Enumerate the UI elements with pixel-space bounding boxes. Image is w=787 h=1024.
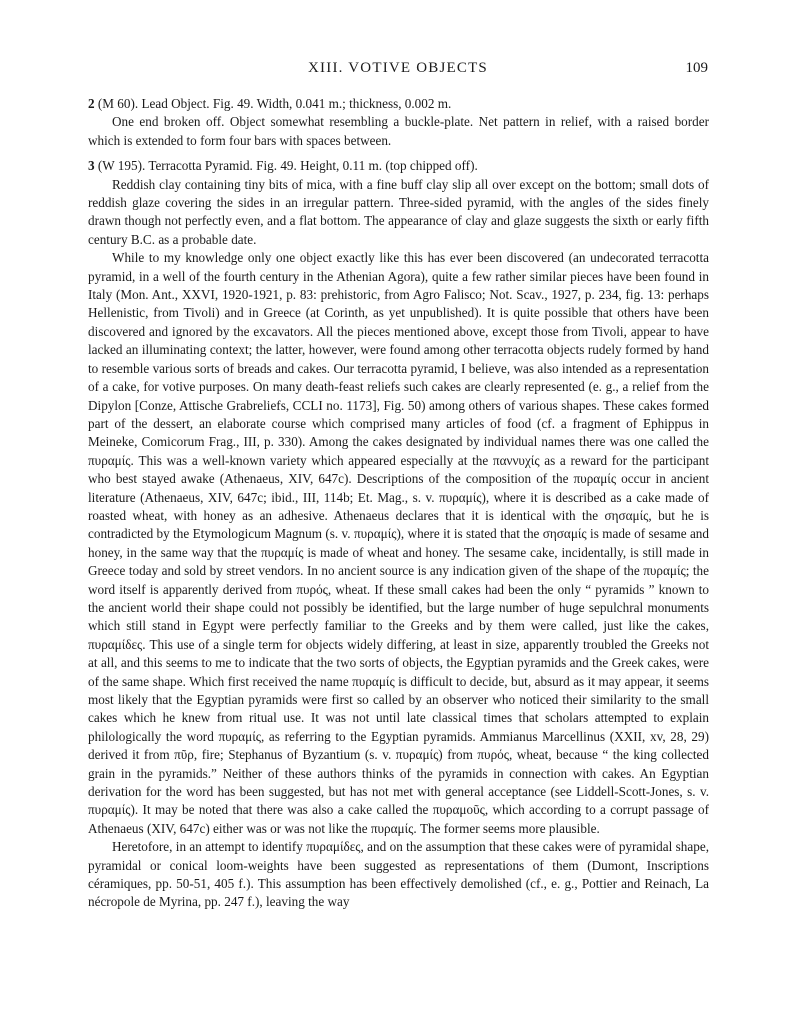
entry-number: 2	[88, 96, 95, 111]
catalog-entry-2-description: One end broken off. Object somewhat resembling a buckle-plate. Net pattern in relief, with a raised border which is extended to form four bars with spaces between.	[88, 114, 709, 148]
catalog-entry-3-description: Reddish clay containing tiny bits of mica, with a fine buff clay slip all over except on the bottom; small dots of reddish glaze covering the sides in an irregular pattern. Three-sided pyramid, with the angles of the sides finely drawn though not perfectly even, and a flat bottom. The appearance of clay and glaze suggests the sixth or early fifth century B.C. as a probable date.	[88, 176, 709, 247]
body-paragraph: While to my knowledge only one object exactly like this has ever been discovered (an undecorated terracotta pyramid, in a well of the fourth century in the Athenian Agora), quite a few rather similar pieces have been found in Italy (Mon. Ant., XXVI, 1920-1921, p. 83: prehistoric, from Agro Falisco; Not. Scav., 1927, p. 234, fig. 13: perhaps Hellenistic, from Tivoli) and in Greece (at Corinth, as yet unpublished). It is quite possible that others have been discovered and ignored by the excavators. All the pieces mentioned above, except those from Tivoli, appear to have lacked an illuminating context; the latter, however, were found among other terracotta objects rudely formed by hand to resemble various sorts of breads and cakes. Our terracotta pyramid, I believe, was also intended as a representation of a cake, for votive purposes. On many death-feast reliefs such cakes are clearly represented (e. g., a relief from the Dipylon [Conze, Attische Grabreliefs, CCLI no. 1173], Fig. 50) among others of various shapes. These cakes formed part of the dessert, an elaborate course which comprised many articles of food (cf. a fragment of Ephippus in Meineke, Comicorum Frag., III, p. 330). Among the cakes designated by individual names there was one called the πυραμίς. This was a well-known variety which appeared especially at the παννυχίς as a reward for the participant who best stayed awake (Athenaeus, XIV, 647c). Descriptions of the composition of the πυραμίς occur in ancient literature (Athenaeus, XIV, 647c; ibid., III, 114b; Et. Mag., s. v. πυραμίς), where it is described as a cake made of roasted wheat, with honey as an adhesive. Athenaeus declares that it is identical with the σησαμίς, but he is contradicted by the Etymologicum Magnum (s. v. πυραμίς), where it is stated that the σησαμίς is made of sesame and honey, in the same way that the πυραμίς is made of wheat and honey. The sesame cake, incidentally, is still made in Greece today and sold by street vendors. In no ancient source is any indication given of the shape of the πυραμίς; the word itself is apparently derived from πυρός, wheat. If these small cakes had been the only “ pyramids ” known to the ancient world their shape could not possibly be identified, but the large number of huge sepulchral monuments which still stand in Egypt were perfectly familiar to the Greeks and by them were called, just like the cakes, πυραμίδες. This use of a single term for objects widely differing, at least in size, apparently troubled the Greeks not at all, and this seems to me to indicate that the two sorts of objects, the Egyptian pyramids and the Greek cakes, were of the same shape. Which first received the name πυραμίς is difficult to decide, but, absurd as it may appear, it seems most likely that the Egyptian pyramids were first so called by an observer who noticed their similarity to the small cakes which he knew from ritual use. It was not until late classical times that scholars attempted to explain philologically the word πυραμίς, as referring to the Egyptian pyramids. Ammianus Marcellinus (XXII, xv, 28, 29) derived it from πῦρ, fire; Stephanus of Byzantium (s. v. πυραμίς) from πυρός, wheat, because “ the king collected grain in the pyramids.” Neither of these authors thinks of the pyramids in connection with cakes. An Egyptian derivation for the word has been suggested, but has not met with general acceptance (see Liddell-Scott-Jones, s. v. πυραμίς). It may be noted that there was also a cake called the πυραμοῦς, which according to a corrupt passage of Athenaeus (XIV, 647c) either was or was not like the πυραμίς. The former seems more plausible.	[88, 250, 709, 836]
entry-title: Lead Object. Fig. 49. Width, 0.041 m.; thickness, 0.002 m.	[138, 96, 452, 111]
entry-catalog-id: (W 195).	[97, 158, 146, 174]
running-head: XIII. VOTIVE OBJECTS	[308, 60, 488, 76]
catalog-entry-3-heading	[88, 157, 709, 175]
page-header	[88, 60, 708, 82]
page-body	[88, 95, 709, 912]
body-paragraph: Heretofore, in an attempt to identify πυραμίδες, and on the assumption that these cakes were of pyramidal shape, pyramidal or conical loom-weights have been suggested as representations of them (Dumont, Inscriptions céramiques, pp. 50-51, 405 f.). This assumption has been effectively demolished (cf., e. g., Pottier and Reinach, La nécropole de Myrina, pp. 247 f.), leaving the way	[88, 839, 709, 910]
page-number: 109	[685, 60, 708, 76]
catalog-entry-2-heading	[88, 95, 709, 113]
entry-title: Terracotta Pyramid. Fig. 49. Height, 0.11 m. (top chipped off).	[145, 158, 478, 174]
entry-catalog-id: (M 60).	[97, 96, 139, 111]
entry-number: 3	[88, 158, 95, 174]
